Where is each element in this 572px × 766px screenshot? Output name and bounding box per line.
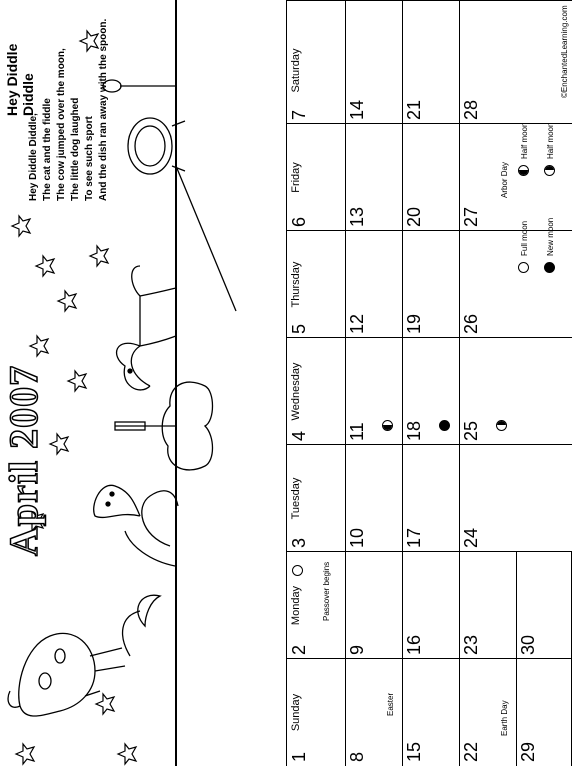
date-cell: 10: [347, 527, 367, 548]
star-icon: [36, 256, 54, 276]
day-sunday: Sunday: [290, 693, 302, 732]
star-icon: [16, 744, 34, 764]
calendar-grid: [286, 0, 572, 766]
day-saturday: Saturday: [290, 48, 302, 93]
legend-half-moon-1: Half moon: [520, 122, 529, 159]
date-cell: 3: [289, 537, 309, 548]
date-cell: 6: [289, 216, 309, 227]
date-cell: 16: [404, 634, 424, 655]
crescent-moon-drawing: [138, 595, 160, 626]
date-cell: 18: [404, 420, 424, 441]
diagonal-line: [176, 166, 236, 311]
star-icon: [12, 216, 30, 236]
date-cell: 21: [404, 99, 424, 120]
dish-and-spoon-drawing: [103, 0, 185, 174]
date-cell: 27: [461, 206, 481, 227]
date-cell: 4: [289, 430, 309, 441]
star-icon: [30, 336, 48, 356]
full-moon-icon: [292, 565, 303, 576]
date-cell: 13: [347, 206, 367, 227]
star-icon: [68, 371, 86, 391]
date-cell: 22: [461, 741, 481, 762]
star-icon: [80, 31, 98, 51]
poem-line-1: Hey Diddle Diddle,: [28, 113, 39, 201]
day-friday: Friday: [290, 162, 302, 193]
date-cell: 12: [347, 313, 367, 334]
star-icon: [90, 246, 108, 266]
poem-line-4: The little dog laughed: [70, 97, 81, 201]
grid-line: [286, 230, 572, 231]
grid-line: [286, 444, 572, 445]
grid-line: [286, 337, 572, 338]
grid-line: [286, 0, 287, 766]
half-moon-icon: [382, 420, 393, 431]
half-moon-icon: [544, 165, 555, 176]
grid-line: [286, 123, 572, 124]
date-cell: 26: [461, 313, 481, 334]
date-cell: 25: [461, 420, 481, 441]
cat-drawing: [94, 485, 178, 566]
date-cell: 14: [347, 99, 367, 120]
date-cell: 17: [404, 527, 424, 548]
date-cell: 1: [289, 751, 309, 762]
legend-half-moon-2: Half moon: [546, 122, 555, 159]
date-cell: 2: [289, 644, 309, 655]
half-moon-icon: [518, 165, 529, 176]
date-cell: 5: [289, 323, 309, 334]
grid-line: [459, 0, 460, 766]
fiddle-drawing: [115, 382, 213, 470]
event-easter: Easter: [386, 692, 395, 716]
date-cell: 9: [347, 644, 367, 655]
date-cell: 28: [461, 99, 481, 120]
day-wednesday: Wednesday: [290, 362, 302, 421]
date-cell: 11: [347, 422, 367, 441]
event-passover: Passover begins: [322, 561, 331, 621]
date-cell: 19: [404, 313, 424, 334]
event-arbor-day: Arbor Day: [500, 161, 509, 198]
legend-new-moon: New moon: [546, 217, 555, 256]
day-monday: Monday: [290, 585, 302, 626]
cow-drawing: [8, 611, 140, 716]
date-cell: 23: [461, 634, 481, 655]
event-earth-day: Earth Day: [500, 700, 509, 736]
poem-line-3: The cow jumped over the moon,: [56, 48, 67, 201]
grid-line: [286, 0, 572, 1]
date-cell: 24: [461, 527, 481, 548]
poem-line-5: To see such sport: [84, 116, 95, 201]
date-cell: 7: [289, 109, 309, 120]
star-icon: [118, 744, 136, 764]
grid-line: [402, 0, 403, 766]
dog-drawing: [117, 266, 176, 390]
date-cell: 29: [518, 741, 538, 762]
grid-line: [516, 552, 517, 766]
new-moon-icon: [544, 262, 555, 273]
star-icon: [58, 291, 76, 311]
poem-line-2: The cat and the fiddle: [42, 98, 53, 201]
day-tuesday: Tuesday: [290, 477, 302, 520]
calendar-title: April 2007: [1, 364, 46, 556]
half-moon-icon: [496, 420, 507, 431]
star-icon: [50, 434, 68, 454]
day-thursday: Thursday: [290, 261, 302, 308]
date-cell: 30: [518, 634, 538, 655]
grid-line: [516, 551, 572, 552]
star-icon: [96, 694, 114, 714]
date-cell: 15: [404, 741, 424, 762]
poem-line-6: And the dish ran away with the spoon.: [98, 18, 109, 201]
date-cell: 8: [347, 751, 367, 762]
grid-line: [345, 0, 346, 766]
grid-line: [286, 658, 572, 659]
full-moon-icon: [518, 262, 529, 273]
legend-full-moon: Full moon: [520, 220, 529, 256]
poem-title: Hey Diddle Diddle: [4, 43, 36, 116]
new-moon-icon: [439, 420, 450, 431]
credit-text: ©EnchantedLearning.com: [560, 5, 569, 98]
date-cell: 20: [404, 206, 424, 227]
